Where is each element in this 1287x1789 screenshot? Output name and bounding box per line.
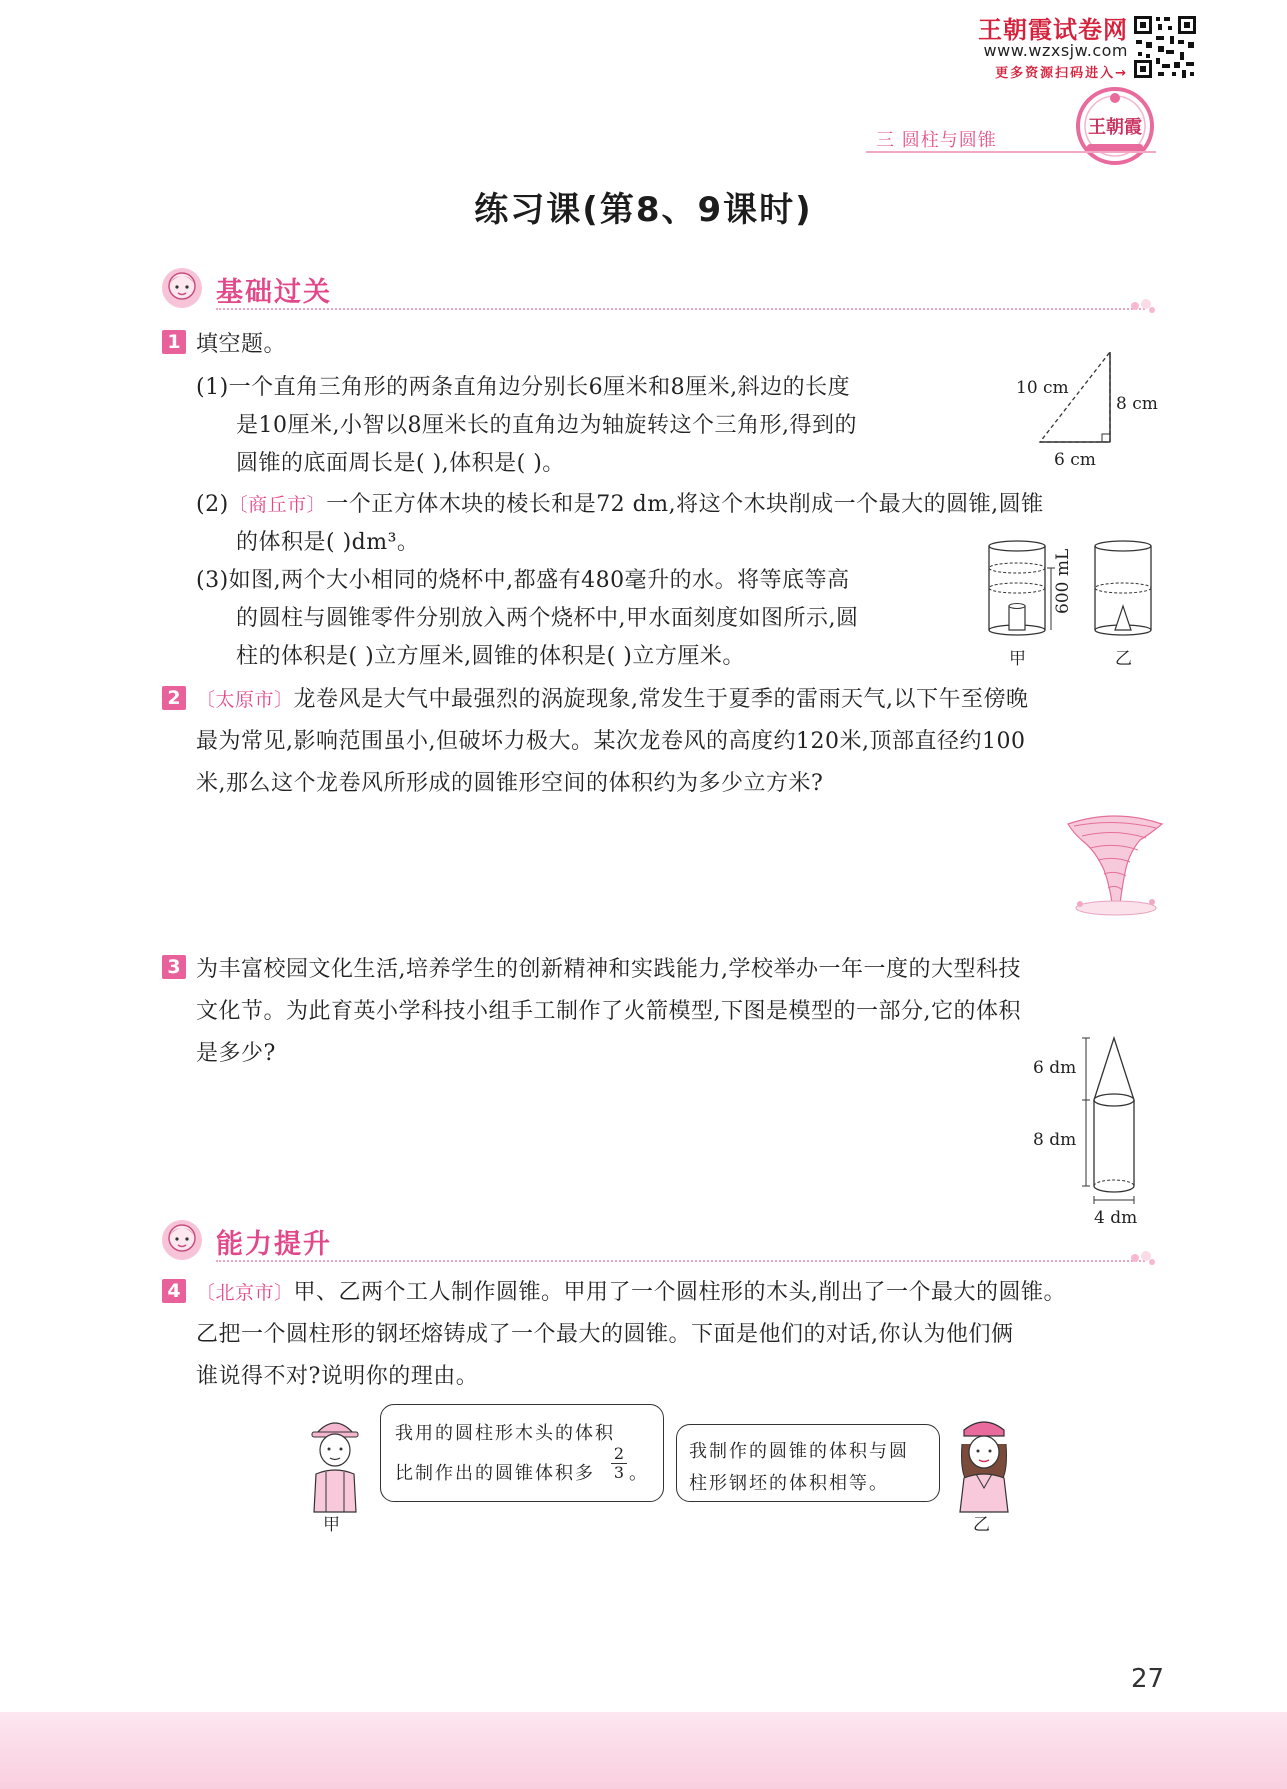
worker-jia-illustration <box>300 1410 370 1514</box>
chapter-tag: 三 圆柱与圆锥 <box>876 130 997 151</box>
q1-label: 填空题。 <box>196 332 287 357</box>
dotted-divider <box>216 1260 1145 1262</box>
speech-bubble-jia <box>380 1404 664 1502</box>
q1-3-line3: 柱的体积是( )立方厘米,圆锥的体积是( )立方厘米。 <box>236 644 745 669</box>
brand-title: 王朝霞试卷网 <box>978 16 1128 44</box>
brand-more-text: 更多资源扫码进入→ <box>995 66 1128 81</box>
triangle-base-label: 6 cm <box>1054 450 1096 470</box>
section-header-advanced <box>160 1218 1145 1268</box>
question-number: 3 <box>162 955 186 979</box>
diameter-label: 4 dm <box>1094 1208 1138 1228</box>
tornado-illustration <box>1060 812 1170 918</box>
question-number: 4 <box>162 1279 186 1303</box>
beaker-jia-label: 甲 <box>1009 649 1026 669</box>
q1-1-line3: 圆锥的底面周长是( ),体积是( )。 <box>236 451 565 476</box>
section-title-basic: 基础过关 <box>216 277 332 308</box>
bubble-jia-line2: 比制作出的圆锥体积多 <box>395 1463 595 1484</box>
q1-1-line1: (1)一个直角三角形的两条直角边分别长6厘米和8厘米,斜边的长度 <box>196 375 851 400</box>
bubble-jia-line1: 我用的圆柱形木头的体积 <box>395 1423 615 1444</box>
worker-yi-label: 乙 <box>973 1515 990 1535</box>
bubble-jia-end: 。 <box>629 1463 649 1484</box>
svg-text:王朝霞: 王朝霞 <box>1088 117 1142 138</box>
fraction-numerator: 2 <box>613 1444 625 1463</box>
bottom-band <box>0 1712 1287 1789</box>
q1-2-line1 <box>196 487 1044 518</box>
triangle-height-label: 8 cm <box>1116 394 1158 414</box>
cone-height-label: 6 dm <box>1033 1058 1077 1078</box>
q2-line3: 米,那么这个龙卷风所形成的圆锥形空间的体积约为多少立方米? <box>196 771 824 796</box>
region-tag: 〔太原市〕 <box>196 689 294 711</box>
cylinder-height-label: 8 dm <box>1033 1130 1077 1150</box>
bubble-yi-line2: 柱形钢坯的体积相等。 <box>689 1473 889 1494</box>
brand-url[interactable]: www.wzxsjw.com <box>983 41 1128 60</box>
q1-2-line2: 的体积是( )dm³。 <box>236 530 420 555</box>
worker-jia-label: 甲 <box>323 1515 340 1535</box>
q3-line3: 是多少? <box>196 1041 276 1066</box>
brand-seal-logo <box>1075 86 1155 166</box>
beakers-diagram <box>985 538 1165 648</box>
question-number: 2 <box>162 686 186 710</box>
question-number: 1 <box>162 330 186 354</box>
q4-line3: 谁说得不对?说明你的理由。 <box>196 1364 479 1389</box>
beakers-figure <box>985 538 1165 673</box>
section-header-basic <box>160 266 1145 316</box>
q4-text-start: 甲、乙两个工人制作圆锥。甲用了一个圆柱形的木头,削出了一个最大的圆锥。 <box>293 1280 1067 1305</box>
region-tag: 〔商丘市〕 <box>228 494 327 516</box>
beaker-yi-label: 乙 <box>1115 649 1132 669</box>
fraction <box>611 1445 627 1482</box>
q2-line1 <box>196 682 1029 713</box>
page-title: 练习课(第8、9课时) <box>474 190 813 230</box>
qr-code-icon[interactable] <box>1132 14 1198 80</box>
bubble-yi-line1: 我制作的圆锥的体积与圆 <box>689 1441 909 1462</box>
dots-ornament-icon <box>1129 298 1155 314</box>
girl-avatar-icon <box>160 1218 204 1262</box>
q1-2-prefix: (2) <box>196 492 229 517</box>
chapter-underline <box>866 151 1156 153</box>
page-number: 27 <box>1131 1664 1165 1694</box>
dotted-divider <box>216 308 1145 310</box>
region-tag: 〔北京市〕 <box>196 1282 294 1304</box>
q1-3-line1: (3)如图,两个大小相同的烧杯中,都盛有480毫升的水。将等底等高 <box>196 568 850 593</box>
q3-line2: 文化节。为此育英小学科技小组手工制作了火箭模型,下图是模型的一部分,它的体积 <box>196 999 1021 1024</box>
girl-avatar-icon <box>160 266 204 310</box>
triangle-hypotenuse-label: 10 cm <box>1016 378 1069 398</box>
beaker-scale-label: 600 mL <box>1053 548 1073 614</box>
fraction-denominator: 3 <box>611 1463 627 1482</box>
worker-yi-illustration <box>946 1410 1022 1514</box>
q4-line2: 乙把一个圆柱形的钢坯熔铸成了一个最大的圆锥。下面是他们的对话,你认为他们俩 <box>196 1322 1014 1347</box>
q1-2-text: 一个正方体木块的棱长和是72 dm,将这个木块削成一个最大的圆锥,圆锥 <box>326 492 1044 517</box>
rocket-model-figure <box>1028 1034 1178 1234</box>
q3-line1: 为丰富校园文化生活,培养学生的创新精神和实践能力,学校举办一年一度的大型科技 <box>196 957 1021 982</box>
section-title-advanced: 能力提升 <box>216 1229 332 1260</box>
q1-3-line2: 的圆柱与圆锥零件分别放入两个烧杯中,甲水面刻度如图所示,圆 <box>236 606 859 631</box>
q4-line1 <box>196 1275 1066 1306</box>
q2-text-start: 龙卷风是大气中最强烈的涡旋现象,常发生于夏季的雷雨天气,以下午至傍晚 <box>293 687 1029 712</box>
speech-bubble-yi <box>676 1424 940 1502</box>
right-triangle-figure <box>1010 348 1180 473</box>
dots-ornament-icon <box>1129 1250 1155 1266</box>
q2-line2: 最为常见,影响范围虽小,但破坏力极大。某次龙卷风的高度约120米,顶部直径约100 <box>196 729 1026 754</box>
q1-1-line2: 是10厘米,小智以8厘米长的直角边为轴旋转这个三角形,得到的 <box>236 413 857 438</box>
